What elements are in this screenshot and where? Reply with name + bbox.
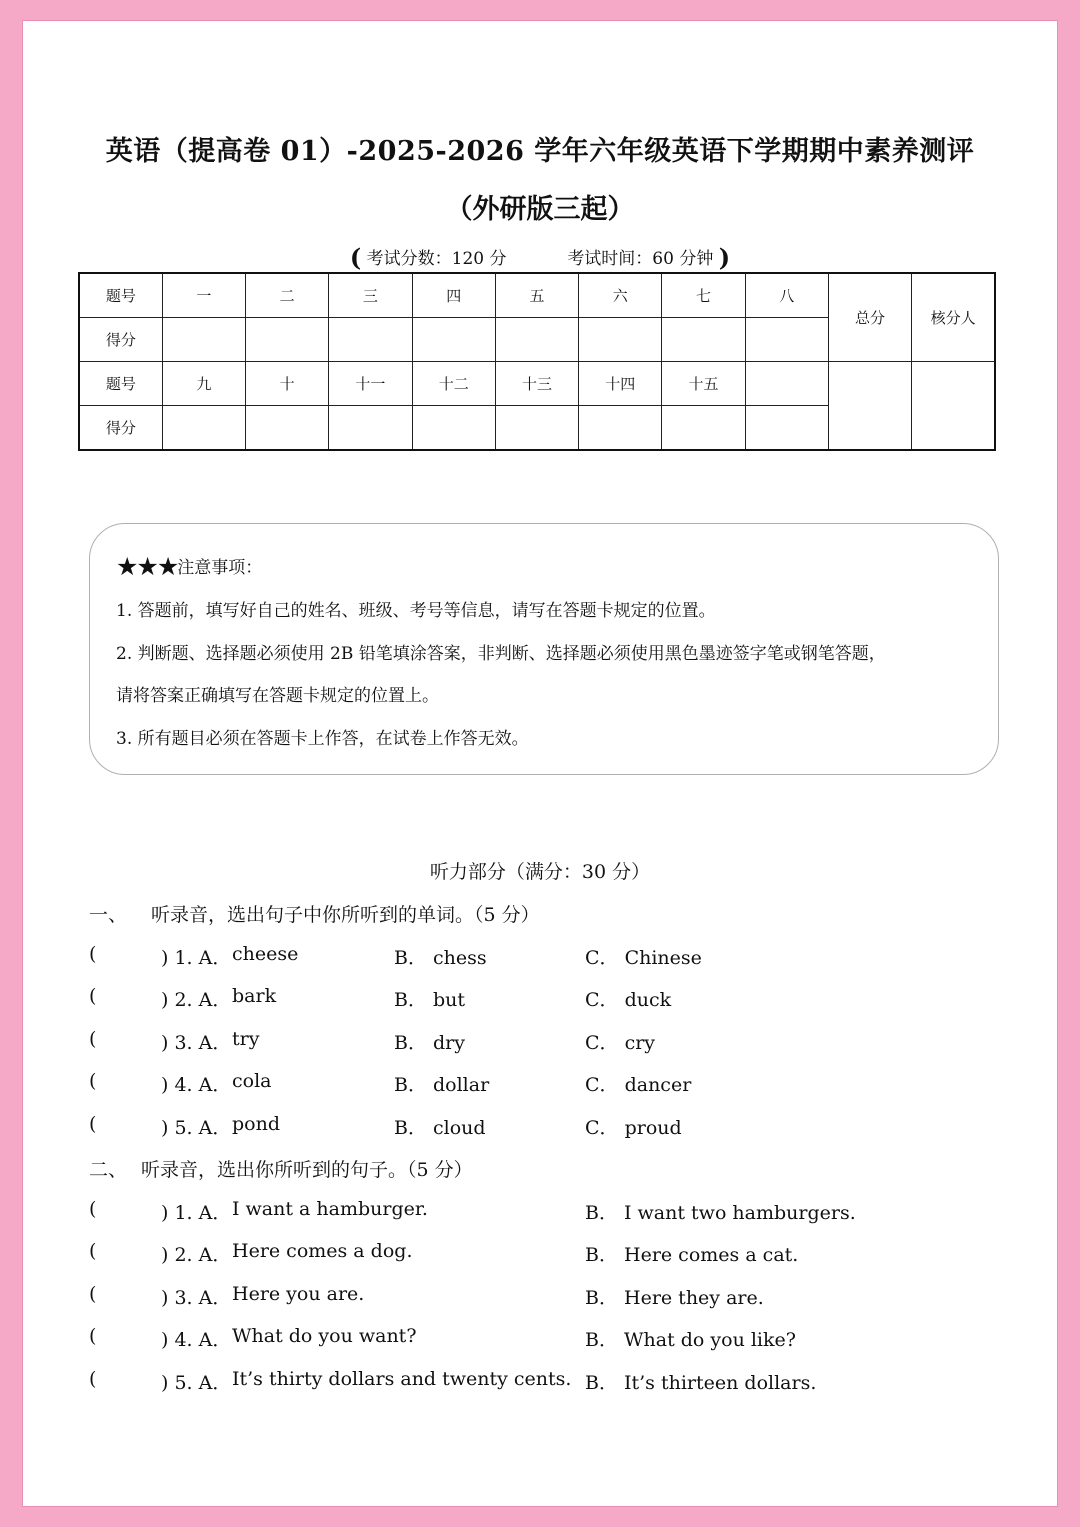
exam-title: 英语（提高卷 01）-2025-2026 学年六年级英语下学期期中素养测评 (105, 136, 975, 167)
total-score-cell (828, 362, 911, 451)
question-number-cell: 十四 (579, 362, 662, 406)
score-cell (412, 318, 495, 362)
question-number-cell: 十一 (329, 362, 412, 406)
listening-section-title: 听力部分（满分：30 分） (429, 861, 651, 883)
option-a: cola (232, 1070, 272, 1092)
question-number-cell: 六 (579, 273, 662, 318)
answer-bracket[interactable]: ( (89, 1240, 97, 1262)
answer-bracket[interactable]: ( (89, 1070, 97, 1092)
option-a: bark (232, 985, 277, 1007)
score-cell (662, 318, 745, 362)
question-number: ) 2. A． (161, 1244, 232, 1266)
notice-title-text: 注意事项： (177, 558, 263, 578)
option-a: pond (232, 1113, 281, 1135)
question-row (89, 1070, 989, 1100)
question-row (89, 1198, 989, 1228)
row-label: 得分 (79, 406, 162, 451)
question-row (89, 1113, 989, 1143)
option-b: B． Here they are. (585, 1287, 764, 1309)
option-b: B． I want two hamburgers. (585, 1202, 856, 1224)
option-c: C． cry (585, 1032, 656, 1054)
option-b: B． dry (394, 1032, 465, 1054)
part1-instruction: 听录音，选出句子中你所听到的单词。（5 分） (151, 904, 540, 926)
question-row (89, 943, 989, 973)
question-number-cell: 七 (662, 273, 745, 318)
option-c: C． duck (585, 989, 672, 1011)
option-a: I want a hamburger. (232, 1198, 428, 1220)
answer-bracket[interactable]: ( (89, 1368, 97, 1390)
answer-bracket[interactable]: ( (89, 1198, 97, 1220)
option-c: C． dancer (585, 1074, 692, 1096)
question-row (89, 1240, 989, 1270)
question-number: ) 2. A． (161, 989, 232, 1011)
close-paren: ) (718, 243, 731, 272)
option-c: C． Chinese (585, 947, 702, 969)
score-cell (662, 406, 745, 451)
question-number-cell: 九 (162, 362, 245, 406)
question-number-cell: 五 (495, 273, 578, 318)
score-cell (329, 318, 412, 362)
question-row (89, 1283, 989, 1313)
question-number: ) 1. A． (161, 947, 232, 969)
option-b: B． dollar (394, 1074, 490, 1096)
star-icon: ★★★ (116, 552, 178, 581)
question-row (89, 1368, 989, 1398)
option-b: B． What do you like? (585, 1329, 796, 1351)
notice-title (116, 552, 262, 581)
option-a: It’s thirty dollars and twenty cents. (232, 1368, 572, 1390)
score-cell (412, 406, 495, 451)
checker-cell (912, 362, 995, 451)
exam-subtitle: （外研版三起） (445, 194, 635, 225)
option-b: B． chess (394, 947, 487, 969)
row-label: 题号 (79, 273, 162, 318)
total-score-header: 总分 (828, 273, 911, 362)
answer-bracket[interactable]: ( (89, 1325, 97, 1347)
option-b: B． Here comes a cat. (585, 1244, 799, 1266)
question-number-cell: 十 (246, 362, 329, 406)
question-row (89, 1325, 989, 1355)
row-label: 题号 (79, 362, 162, 406)
answer-bracket[interactable]: ( (89, 943, 97, 965)
option-a: What do you want? (232, 1325, 417, 1347)
part1-number: 一、 (89, 904, 128, 926)
score-cell (495, 318, 578, 362)
question-number-cell: 八 (745, 273, 828, 318)
answer-bracket[interactable]: ( (89, 1028, 97, 1050)
row-label: 得分 (79, 318, 162, 362)
question-number-cell: 二 (246, 273, 329, 318)
question-number-cell: 十五 (662, 362, 745, 406)
question-number: ) 3. A． (161, 1287, 232, 1309)
score-table (78, 272, 996, 451)
question-row (89, 1028, 989, 1058)
part2-number: 二、 (89, 1159, 128, 1181)
score-cell (579, 406, 662, 451)
question-number: ) 5. A． (161, 1117, 232, 1139)
exam-score-info: 考试分数：120 分 (366, 249, 507, 269)
score-cell (246, 406, 329, 451)
question-number-cell: 十三 (495, 362, 578, 406)
exam-time-info: 考试时间：60 分钟 (567, 249, 714, 269)
question-number: ) 1. A． (161, 1202, 232, 1224)
score-cell (745, 406, 828, 451)
checker-header: 核分人 (912, 273, 995, 362)
question-row (89, 985, 989, 1015)
option-c: C． proud (585, 1117, 682, 1139)
question-number-cell: 十二 (412, 362, 495, 406)
part2-instruction: 听录音，选出你所听到的句子。（5 分） (141, 1159, 473, 1181)
open-paren: ( (349, 243, 362, 272)
score-cell (162, 318, 245, 362)
notice-line-1: 1. 答题前，填写好自己的姓名、班级、考号等信息，请写在答题卡规定的位置。 (116, 601, 716, 621)
exam-paper (22, 20, 1058, 1507)
part2-heading (89, 1155, 473, 1182)
question-number: ) 5. A． (161, 1372, 232, 1394)
notice-line-4: 3. 所有题目必须在答题卡上作答，在试卷上作答无效。 (116, 729, 529, 749)
question-number-cell: 三 (329, 273, 412, 318)
score-cell (745, 318, 828, 362)
score-cell (246, 318, 329, 362)
question-number: ) 4. A． (161, 1074, 232, 1096)
question-number-cell: 一 (162, 273, 245, 318)
option-b: B． It’s thirteen dollars. (585, 1372, 817, 1394)
option-b: B． but (394, 989, 466, 1011)
score-cell (579, 318, 662, 362)
option-a: cheese (232, 943, 299, 965)
score-cell (329, 406, 412, 451)
question-number-cell (745, 362, 828, 406)
notice-line-3: 请将答案正确填写在答题卡规定的位置上。 (116, 686, 439, 706)
question-number: ) 4. A． (161, 1329, 232, 1351)
option-a: Here you are. (232, 1283, 365, 1305)
question-number: ) 3. A． (161, 1032, 232, 1054)
part1-heading (89, 900, 540, 927)
option-a: try (232, 1028, 260, 1050)
score-cell (162, 406, 245, 451)
notice-box (89, 523, 999, 775)
option-b: B． cloud (394, 1117, 486, 1139)
question-number-cell: 四 (412, 273, 495, 318)
answer-bracket[interactable]: ( (89, 1113, 97, 1135)
score-cell (495, 406, 578, 451)
answer-bracket[interactable]: ( (89, 1283, 97, 1305)
exam-info (23, 243, 1057, 272)
notice-line-2: 2. 判断题、选择题必须使用 2B 铅笔填涂答案，非判断、选择题必须使用黑色墨迹签字笔或钢笔答题， (116, 644, 886, 664)
option-a: Here comes a dog. (232, 1240, 413, 1262)
answer-bracket[interactable]: ( (89, 985, 97, 1007)
